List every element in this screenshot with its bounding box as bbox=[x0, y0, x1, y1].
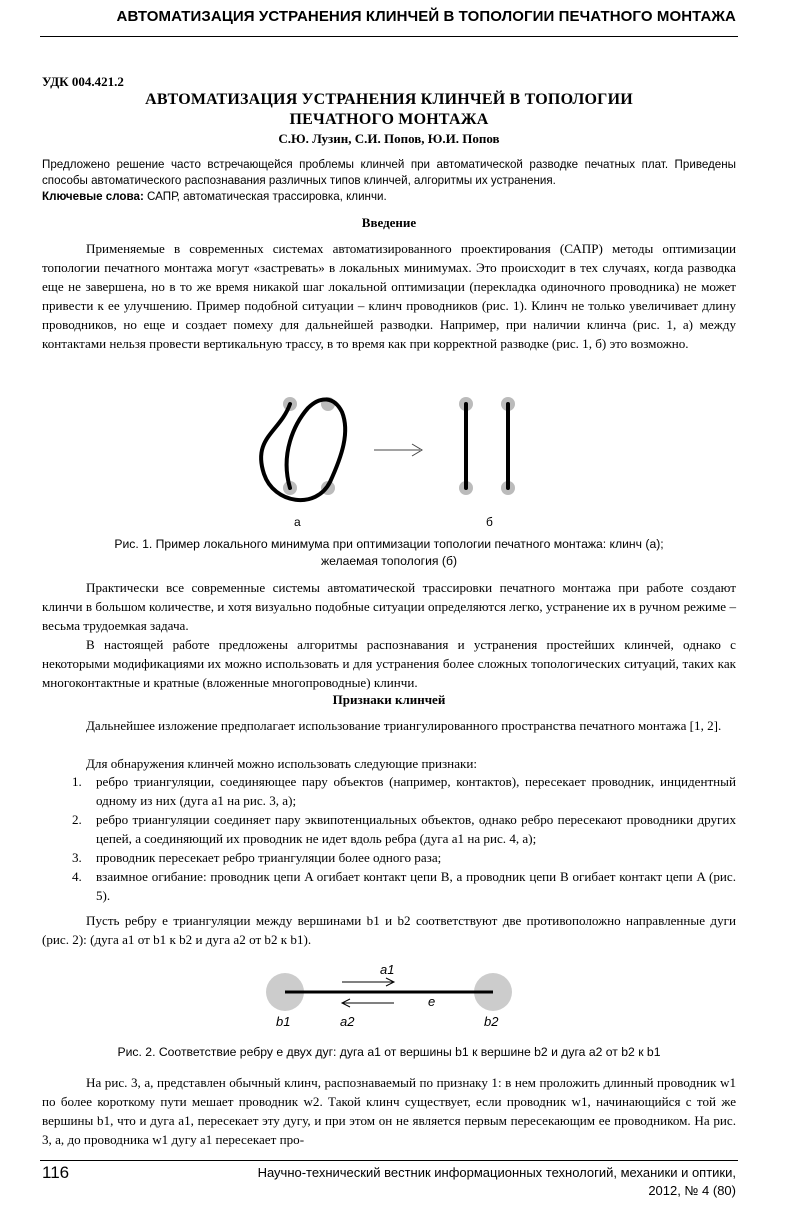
header-rule bbox=[40, 36, 738, 37]
paragraph-3: В настоящей работе предложены алгоритмы распознавания и устранения простейших клинчей, однако с некоторыми модификациями их можно использовать и для устранения более сложных топологических ситуаций, таких как многоконтактные и кратные (вложенные многопроводные) клинчи. bbox=[42, 637, 736, 690]
figure-1 bbox=[250, 392, 540, 532]
list-item bbox=[42, 867, 736, 905]
page-number: 116 bbox=[42, 1163, 70, 1182]
udk-code: УДК 004.421.2 bbox=[42, 74, 124, 89]
figure-1-caption bbox=[40, 536, 738, 570]
clinch-drawing bbox=[261, 397, 345, 500]
section-title-features: Признаки клинчей bbox=[332, 692, 446, 707]
paragraph-4: Дальнейшее изложение предполагает использование триангулированного пространства печатного монтажа [1, 2]. bbox=[86, 718, 722, 733]
label-b2: b2 bbox=[484, 1014, 499, 1029]
desired-topology bbox=[459, 397, 515, 495]
paragraph-2: Практически все современные системы автоматической трассировки печатного монтажа при работе создают клинчи в большом количестве, и хотя визуально подобные ситуации определяются легко, устранение их в ручном режиме – весьма трудоемкая задача. bbox=[42, 580, 736, 633]
title-line-1: АВТОМАТИЗАЦИЯ УСТРАНЕНИЯ КЛИНЧЕЙ В ТОПОЛОГИИ bbox=[145, 91, 633, 108]
section-title-intro: Введение bbox=[361, 215, 417, 230]
running-head: АВТОМАТИЗАЦИЯ УСТРАНЕНИЯ КЛИНЧЕЙ В ТОПОЛОГИИ ПЕЧАТНОГО МОНТАЖА bbox=[116, 8, 736, 25]
abstract-text: Предложено решение часто встречающейся проблемы клинчей при автоматической разводке печатных плат. Приведены способы автоматического распознавания различных типов клинчей, алгоритмы их устранения. bbox=[42, 158, 736, 187]
list-number: 3. bbox=[72, 850, 82, 865]
abstract bbox=[42, 157, 736, 205]
journal-line-2: 2012, № 4 (80) bbox=[648, 1183, 736, 1198]
figure-2-caption: Рис. 2. Соответствие ребру e двух дуг: дуга a1 от вершины b1 к вершине b2 и дуга a2 от b2 к b1 bbox=[117, 1045, 661, 1059]
arrow-icon bbox=[374, 444, 422, 456]
keywords-text: САПР, автоматическая трассировка, клинчи. bbox=[143, 190, 387, 203]
paragraph-7: На рис. 3, а, представлен обычный клинч, распознаваемый по признаку 1: в нем проложить длинный проводник w1 по более короткому пути мешает проводник w2. Такой клинч существует, если проводник w1, начинающийся с той же вершины b1, что и дуга a1, пересекает эту дугу, и при этом он не является первым пересекающим ее проводником. На рис. 3, а, до проводника w1 дугу a1 пересекает про- bbox=[42, 1075, 736, 1147]
list-item bbox=[42, 772, 736, 810]
footer-rule bbox=[40, 1160, 738, 1161]
list-item bbox=[42, 848, 736, 867]
journal-line-1: Научно-технический вестник информационных технологий, механики и оптики, bbox=[257, 1165, 736, 1180]
caption-line-2: желаемая топология (б) bbox=[320, 554, 458, 568]
caption-line-1: Рис. 1. Пример локального минимума при оптимизации топологии печатного монтажа: клинч (а); bbox=[114, 537, 664, 551]
title-line-2: ПЕЧАТНОГО МОНТАЖА bbox=[289, 111, 489, 128]
authors: С.Ю. Лузин, С.И. Попов, Ю.И. Попов bbox=[278, 131, 500, 146]
paragraph-intro: Применяемые в современных системах автоматизированного проектирования (САПР) методы оптимизации топологии печатного монтажа могут «застревать» в локальных минимумах. Это происходит в тех случаях, когда разводка еще не завершена, но в то же время никакой шаг локальной оптимизации (перекладка одиночного проводника) не может привести к ее улучшению. Пример подобной ситуации – клинч проводников (рис. 1). Клинч не только увеличивает длину проводников, но еще и создает помеху для дальнейшей разводки. Например, при наличии клинча (рис. 1, а) между контактами нельзя провести вертикальную трассу, в то время как при корректной разводке (рис. 1, б) это возможно. bbox=[42, 241, 736, 351]
paragraph-5: Для обнаружения клинчей можно использовать следующие признаки: bbox=[86, 756, 478, 771]
list-number: 1. bbox=[72, 774, 82, 789]
journal-info bbox=[176, 1164, 736, 1200]
article-title bbox=[40, 90, 738, 130]
figure-2 bbox=[260, 960, 520, 1032]
label-e: e bbox=[428, 994, 436, 1009]
arc-a1-arrow-icon bbox=[342, 978, 394, 986]
list-text: ребро триангуляции, соединяющее пару объектов (например, контактов), пересекает проводник, инцидентный одному из них (дуга a1 на рис. 3, а); bbox=[96, 774, 736, 808]
list-text: проводник пересекает ребро триангуляции более одного раза; bbox=[96, 850, 442, 865]
paragraph-6: Пусть ребру e триангуляции между вершинами b1 и b2 соответствуют две противоположно направленные дуги (рис. 2): (дуга a1 от b1 к b2 и дуга a2 от b2 к b1). bbox=[42, 913, 736, 947]
label-b: б bbox=[486, 515, 493, 529]
keywords bbox=[42, 189, 736, 205]
label-a2: a2 bbox=[340, 1014, 355, 1029]
label-a1: a1 bbox=[380, 962, 395, 977]
list-item bbox=[42, 810, 736, 848]
list-number: 4. bbox=[72, 869, 82, 884]
clinch-features-list bbox=[42, 772, 736, 905]
keywords-label: Ключевые слова: bbox=[42, 190, 144, 203]
list-number: 2. bbox=[72, 812, 82, 827]
list-text: ребро триангуляции соединяет пару эквипотенциальных объектов, однако ребро пересекают проводники других цепей, а соединяющий их проводник не идет вдоль ребра (дуга a1 на рис. 4, а); bbox=[96, 812, 736, 846]
arc-a2-arrow-icon bbox=[342, 999, 394, 1007]
label-b1: b1 bbox=[276, 1014, 291, 1029]
label-a: а bbox=[294, 515, 301, 529]
list-text: взаимное огибание: проводник цепи A огибает контакт цепи B, а проводник цепи B огибает контакт цепи A (рис. 5). bbox=[96, 869, 736, 903]
